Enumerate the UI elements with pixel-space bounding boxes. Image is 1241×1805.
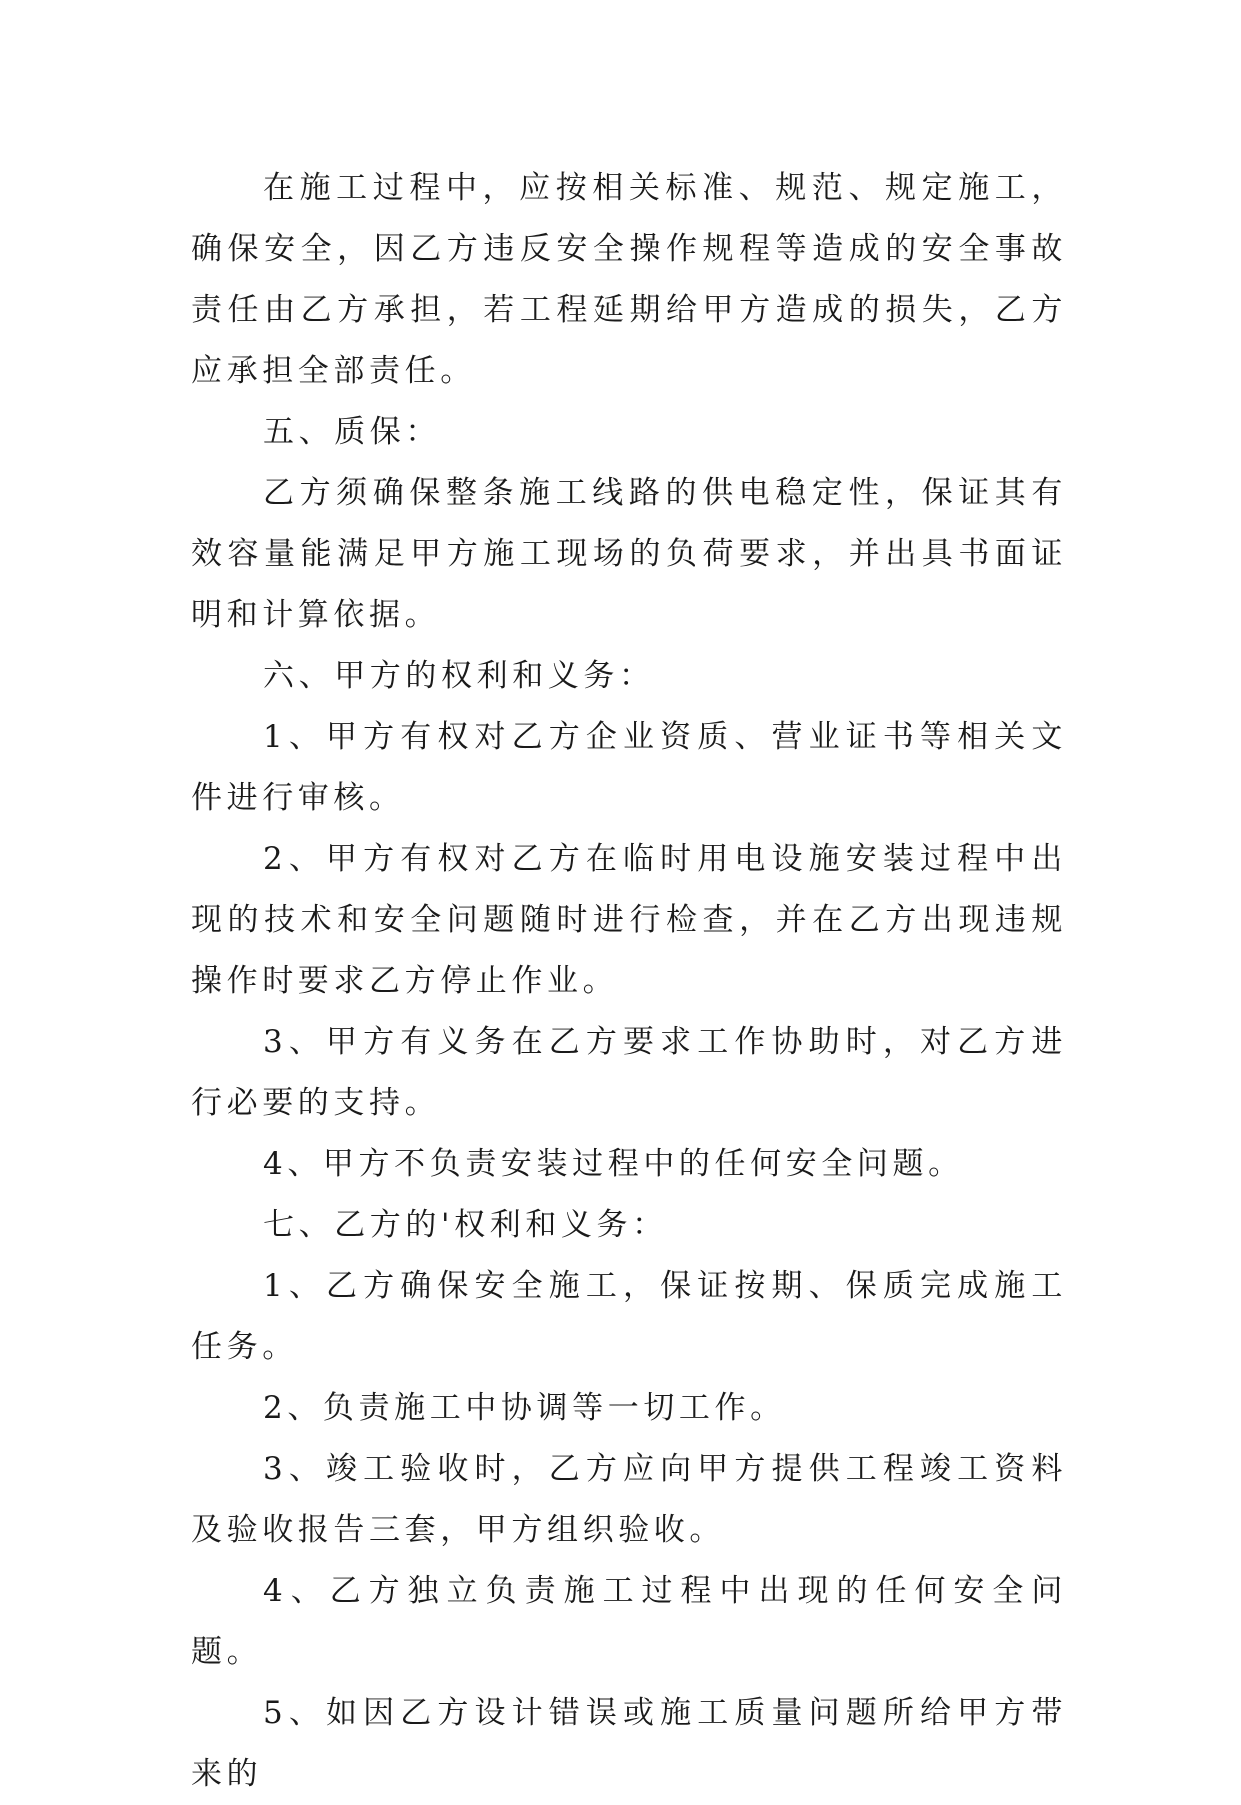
- heading-party-b-rights: 七、乙方的'权利和义务：: [263, 1207, 668, 1243]
- paragraph-safety-liability: 在施工过程中，应按相关标准、规范、规定施工，确保安全，因乙方违反安全操作规程等造成的安全事故责任由乙方承担，若工程延期给甲方造成的损失，乙方应承担全部责任。: [191, 170, 1067, 389]
- party-a-item-3: 3、甲方有义务在乙方要求工作协助时，对乙方进行必要的支持。: [191, 1024, 1067, 1121]
- heading-warranty: 五、质保：: [263, 414, 441, 450]
- party-b-item-5: 5、如因乙方设计错误或施工质量问题所给甲方带来的: [191, 1695, 1067, 1792]
- paragraph-warranty-supply: 乙方须确保整条施工线路的供电稳定性，保证其有效容量能满足甲方施工现场的负荷要求，并出具书面证明和计算依据。: [191, 475, 1067, 633]
- party-b-item-4: 4、乙方独立负责施工过程中出现的任何安全问题。: [191, 1573, 1067, 1670]
- party-a-item-2: 2、甲方有权对乙方在临时用电设施安装过程中出现的技术和安全问题随时进行检查，并在乙方出现违规操作时要求乙方停止作业。: [191, 841, 1067, 999]
- party-b-item-1: 1、乙方确保安全施工，保证按期、保质完成施工任务。: [191, 1268, 1067, 1365]
- party-b-item-2: 2、负责施工中协调等一切工作。: [263, 1390, 786, 1426]
- document-body: [191, 158, 1067, 1805]
- party-a-item-1: 1、甲方有权对乙方企业资质、营业证书等相关文件进行审核。: [191, 719, 1067, 816]
- heading-party-a-rights: 六、甲方的权利和义务：: [263, 658, 655, 694]
- party-a-item-4: 4、甲方不负责安装过程中的任何安全问题。: [263, 1146, 964, 1182]
- party-b-item-3: 3、竣工验收时，乙方应向甲方提供工程竣工资料及验收报告三套，甲方组织验收。: [191, 1451, 1067, 1548]
